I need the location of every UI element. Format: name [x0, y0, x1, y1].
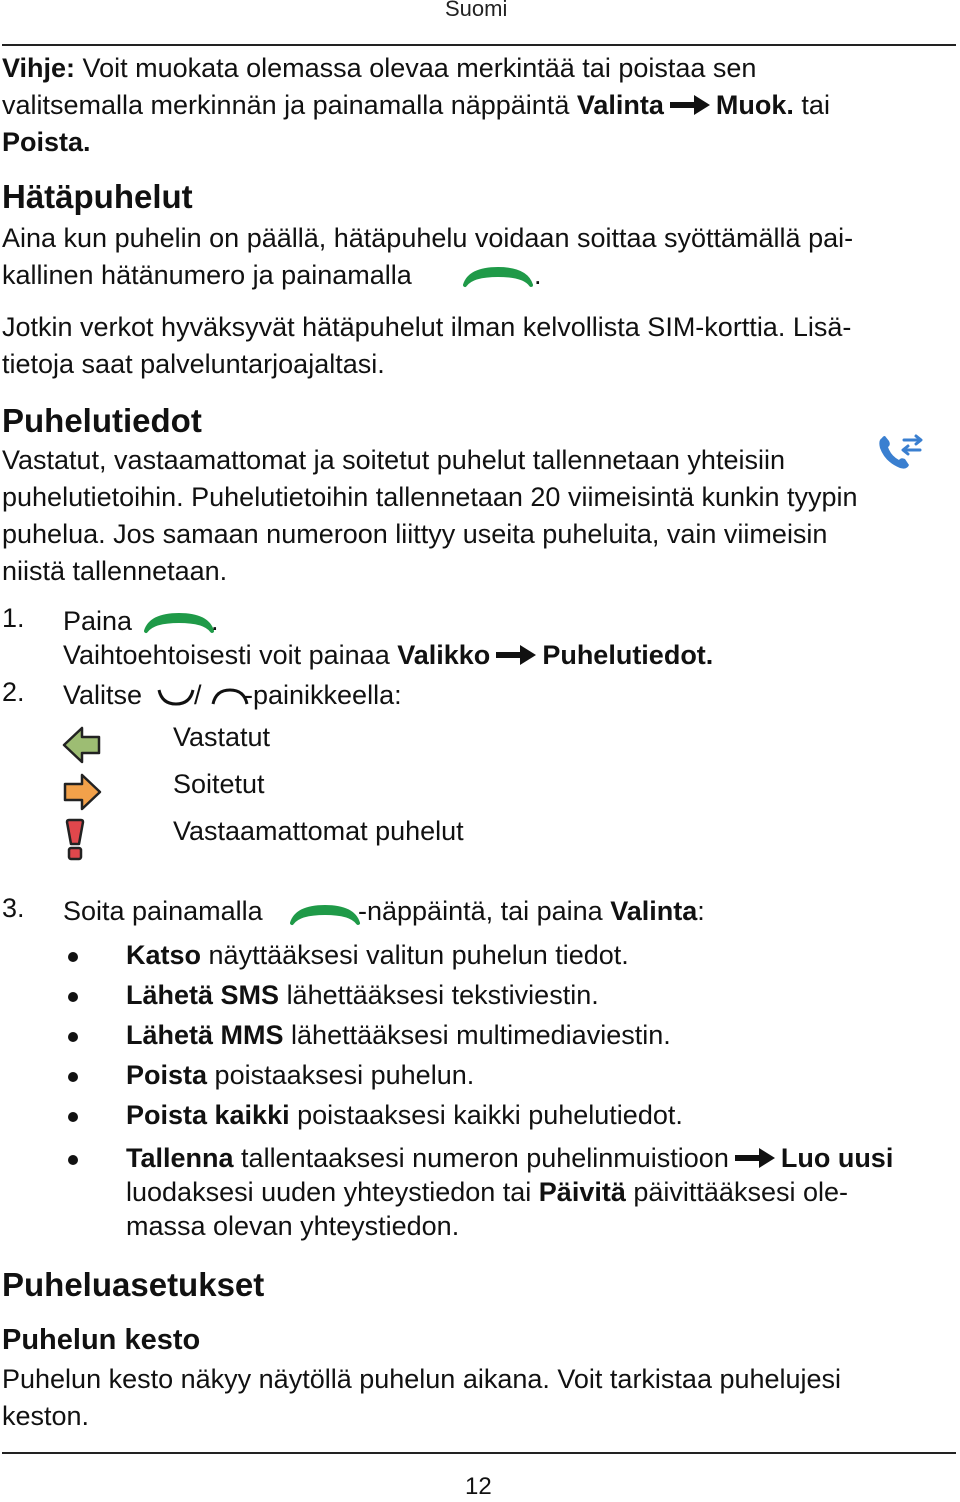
step-3-number: 3.	[2, 893, 25, 923]
received-arrow-icon	[62, 726, 102, 764]
call-log-line-3: puhelua. Jos samaan numeroon liittyy useita puheluita, vain viimeisin	[2, 519, 828, 549]
emergency-line-3: Jotkin verkot hyväksyvät hätäpuhelut ilman kelvollista SIM-korttia. Lisä-	[2, 312, 852, 342]
emergency-title: Hätäpuhelut	[2, 178, 193, 215]
bullet	[68, 952, 78, 962]
call-log-line-1: Vastatut, vastaamattomat ja soitetut puhelut tallennetaan yhteisiin	[2, 445, 785, 475]
page-number: 12	[465, 1473, 492, 1500]
emergency-line-2-end: .	[534, 260, 542, 290]
call-key-icon	[143, 609, 215, 635]
step-2-number: 2.	[2, 677, 25, 707]
emergency-line-4: tietoja saat palveluntarjoajaltasi.	[2, 349, 385, 379]
call-duration-line-2: keston.	[2, 1401, 90, 1431]
bullet	[68, 1155, 78, 1165]
step-1-text: Paina	[63, 606, 133, 636]
tip-line-2: valitsemalla merkinnän ja painamalla näppäintä Valinta Muok. tai	[2, 90, 830, 120]
arrow-right-icon	[668, 92, 712, 118]
call-key-icon	[289, 901, 361, 927]
call-log-icon	[876, 432, 926, 472]
option-view: Katso näyttääksesi valitun puhelun tiedot.	[126, 940, 629, 970]
arrow-right-icon	[733, 1145, 777, 1171]
step-2-end: -painikkeella:	[244, 680, 402, 710]
settings-title: Puheluasetukset	[2, 1266, 265, 1303]
option-delete: Poista poistaaksesi puhelun.	[126, 1060, 475, 1090]
bullet	[68, 992, 78, 1002]
type-label-missed: Vastaamattomat puhelut	[173, 816, 464, 846]
step-3-text: Soita painamalla	[63, 896, 263, 926]
call-log-title: Puhelutiedot	[2, 402, 202, 439]
option-delete-all: Poista kaikki poistaaksesi kaikki puhelutiedot.	[126, 1100, 683, 1130]
option-send-mms: Lähetä MMS lähettääksesi multimediaviestin.	[126, 1020, 671, 1050]
dialed-arrow-icon	[62, 773, 102, 811]
language-label: Suomi	[445, 0, 508, 21]
type-label-received: Vastatut	[173, 722, 271, 752]
step-1-end: .	[211, 606, 219, 636]
option-send-sms: Lähetä SMS lähettääksesi tekstiviestin.	[126, 980, 599, 1010]
call-key-icon	[462, 263, 534, 289]
left-softkey-icon	[156, 686, 196, 708]
call-log-line-2: puhelutietoihin. Puhelutietoihin tallennetaan 20 viimeisintä kunkin tyypin	[2, 482, 858, 512]
bullet	[68, 1032, 78, 1042]
step-2-slash: /	[194, 680, 202, 710]
type-label-dialed: Soitetut	[173, 769, 265, 799]
call-duration-title: Puhelun kesto	[2, 1324, 201, 1356]
step-2-text: Valitse	[63, 680, 143, 710]
arrow-right-icon	[494, 642, 538, 668]
emergency-line-2: kallinen hätänumero ja painamalla	[2, 260, 412, 290]
emergency-line-1: Aina kun puhelin on päällä, hätäpuhelu voidaan soittaa syöttämällä pai-	[2, 223, 854, 253]
option-save-line-1: Tallenna tallentaaksesi numeron puhelinmuistioon Luo uusi	[126, 1143, 894, 1173]
missed-alert-icon	[64, 818, 86, 862]
bullet	[68, 1072, 78, 1082]
call-duration-line-1: Puhelun kesto näkyy näytöllä puhelun aikana. Voit tarkistaa puhelujesi	[2, 1364, 842, 1394]
call-log-line-4: niistä tallennetaan.	[2, 556, 228, 586]
option-save-line-3: massa olevan yhteystiedon.	[126, 1211, 460, 1241]
top-rule	[2, 44, 956, 46]
bottom-rule	[2, 1452, 956, 1454]
step-3-rest: -näppäintä, tai paina Valinta:	[358, 896, 705, 926]
tip-line-1: Vihje: Voit muokata olemassa olevaa merkintää tai poistaa sen	[2, 53, 757, 83]
tip-line-3: Poista.	[2, 127, 91, 157]
step-1-number: 1.	[2, 603, 25, 633]
step-1-alt: Vaihtoehtoisesti voit painaa Valikko Puhelutiedot.	[63, 640, 714, 670]
option-save-line-2: luodaksesi uuden yhteystiedon tai Päivitä päivittääksesi ole-	[126, 1177, 848, 1207]
bullet	[68, 1112, 78, 1122]
